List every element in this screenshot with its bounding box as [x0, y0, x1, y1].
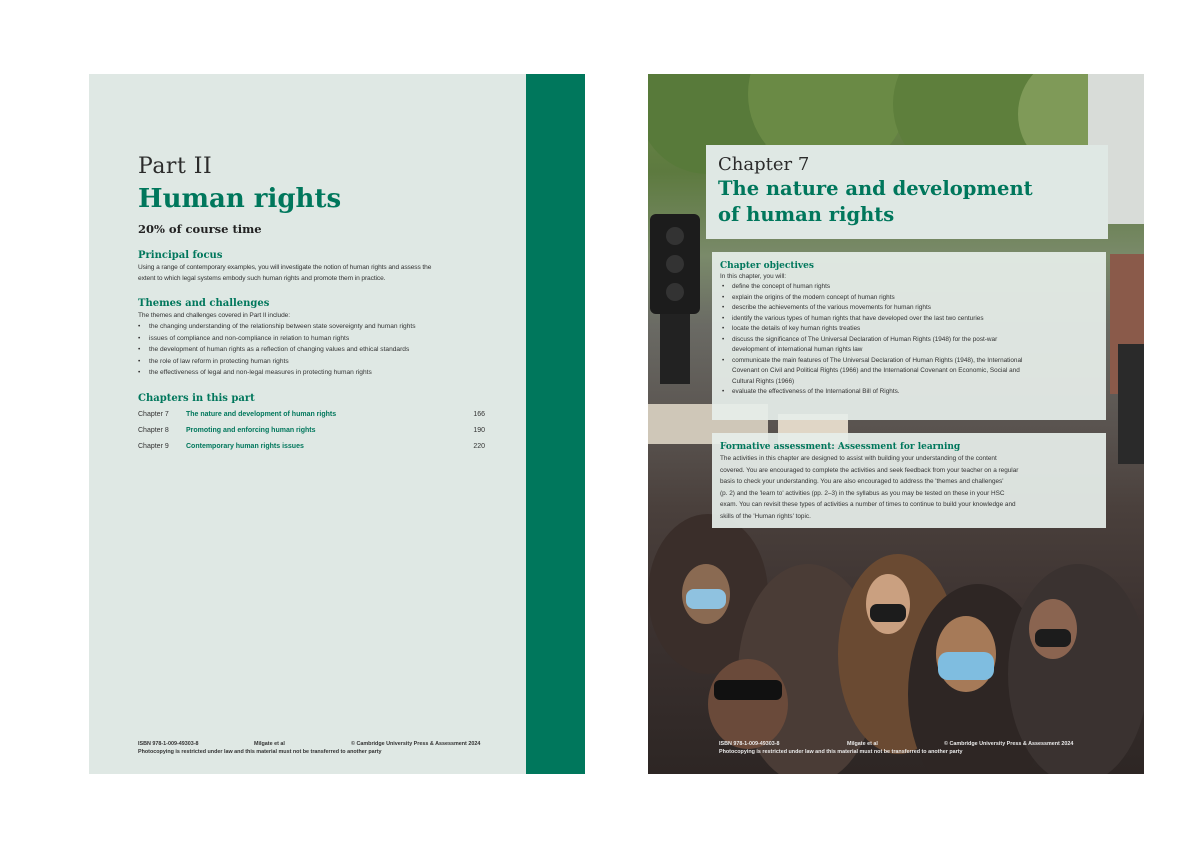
list-item: development of international human rights law: [732, 346, 863, 353]
left-footer: [138, 740, 518, 756]
principal-focus-text-line: extent to which legal systems embody such human rights and promote them in practice.: [138, 275, 386, 282]
chapter-objectives-box: [712, 252, 1106, 420]
objectives-intro: In this chapter, you will:: [720, 273, 787, 280]
list-item: • discuss the significance of The Universal Declaration of Human Rights (1948) for the post-war: [720, 335, 1098, 346]
right-page: [648, 74, 1144, 774]
course-time: 20% of course time: [138, 222, 262, 236]
toc-chapter-title[interactable]: The nature and development of human rights: [186, 410, 337, 418]
list-item: • identify the various types of human rights that have developed over the last two centuries: [720, 314, 1098, 325]
footer-notice: Photocopying is restricted under law and this material must not be transferred to another party: [138, 749, 382, 755]
list-item: • evaluate the effectiveness of the International Bill of Rights.: [720, 387, 1098, 398]
footer-author: Milgate et al: [254, 741, 285, 747]
toc-row[interactable]: [138, 423, 493, 439]
list-item: • define the concept of human rights: [720, 282, 1098, 293]
list-item: • communicate the main features of The Universal Declaration of Human Rights (1948), the International: [720, 356, 1098, 367]
footer-notice: Photocopying is restricted under law and this material must not be transferred to another party: [719, 749, 963, 755]
objectives-list: [720, 282, 1098, 398]
toc-page-number: 166: [473, 410, 485, 418]
list-item: • the role of law reform in protecting human rights: [138, 356, 493, 368]
footer-isbn: ISBN 978-1-009-49303-8: [719, 741, 780, 747]
accent-stripe: [526, 74, 585, 774]
chapter-title: of human rights: [718, 203, 895, 226]
toc-chapter-title[interactable]: Promoting and enforcing human rights: [186, 426, 316, 434]
themes-intro: The themes and challenges covered in Part II include:: [138, 312, 290, 319]
left-page: [89, 74, 585, 774]
list-item: • the effectiveness of legal and non-legal measures in protecting human rights: [138, 367, 493, 379]
formative-assessment-box: [712, 433, 1106, 528]
assessment-text-line: skills of the 'Human rights' topic.: [720, 512, 811, 520]
themes-list: [138, 321, 493, 379]
toc-chapter-number: Chapter 7: [138, 410, 169, 418]
principal-focus-text-line: Using a range of contemporary examples, you will investigate the notion of human rights and assess the: [138, 264, 432, 271]
footer-copyright: © Cambridge University Press & Assessment 2024: [351, 741, 481, 747]
toc-chapter-number: Chapter 9: [138, 442, 169, 450]
list-item: • explain the origins of the modern concept of human rights: [720, 293, 1098, 304]
themes-heading: Themes and challenges: [138, 298, 270, 309]
assessment-text-line: exam. You can revisit these types of activities a number of times to continue to build your knowledge and: [720, 501, 1016, 508]
toc-page-number: 190: [473, 426, 485, 434]
part-title: Human rights: [138, 184, 342, 214]
chapter-title: The nature and development: [718, 177, 1033, 200]
footer-isbn: ISBN 978-1-009-49303-8: [138, 741, 199, 747]
list-item: • the changing understanding of the relationship between state sovereignty and human rights: [138, 321, 493, 333]
toc-row[interactable]: [138, 407, 493, 423]
assessment-text-line: (p. 2) and the 'learn to' activities (pp. 2–3) in the syllabus as you may be tested on these in your HSC: [720, 489, 1005, 497]
list-item: • issues of compliance and non-compliance in relation to human rights: [138, 333, 493, 345]
part-label: Part II: [138, 154, 213, 179]
list-item: • describe the achievements of the various movements for human rights: [720, 303, 1098, 314]
objectives-heading: Chapter objectives: [720, 261, 814, 271]
assessment-text-line: covered. You are encouraged to complete the activities and seek feedback from your teacher on a regular: [720, 466, 1019, 474]
toc-row[interactable]: [138, 439, 493, 455]
list-item: • locate the details of key human rights treaties: [720, 324, 1098, 335]
list-item: • the development of human rights as a reflection of changing values and ethical standards: [138, 344, 493, 356]
chapter-title-box: [706, 145, 1108, 239]
toc-chapter-number: Chapter 8: [138, 426, 169, 434]
right-footer: [719, 740, 1099, 756]
chapters-toc: [138, 407, 493, 455]
toc-chapter-title[interactable]: Contemporary human rights issues: [186, 442, 304, 450]
assessment-heading: Formative assessment: Assessment for learning: [720, 442, 961, 452]
list-item: Cultural Rights (1966): [732, 377, 795, 385]
assessment-text-line: basis to check your understanding. You are also encouraged to address the 'themes and challenges': [720, 478, 1004, 485]
left-page-content: [138, 154, 493, 455]
assessment-text-line: The activities in this chapter are designed to assist with building your understanding of the content: [720, 455, 997, 462]
principal-focus-heading: Principal focus: [138, 250, 223, 261]
chapter-label: Chapter 7: [718, 154, 810, 175]
chapters-heading: Chapters in this part: [138, 392, 255, 404]
footer-copyright: © Cambridge University Press & Assessment 2024: [944, 741, 1074, 747]
footer-author: Milgate et al: [847, 741, 878, 747]
list-item: Covenant on Civil and Political Rights (1966) and the International Covenant on Economic, Social and: [732, 367, 1020, 374]
toc-page-number: 220: [473, 442, 485, 450]
